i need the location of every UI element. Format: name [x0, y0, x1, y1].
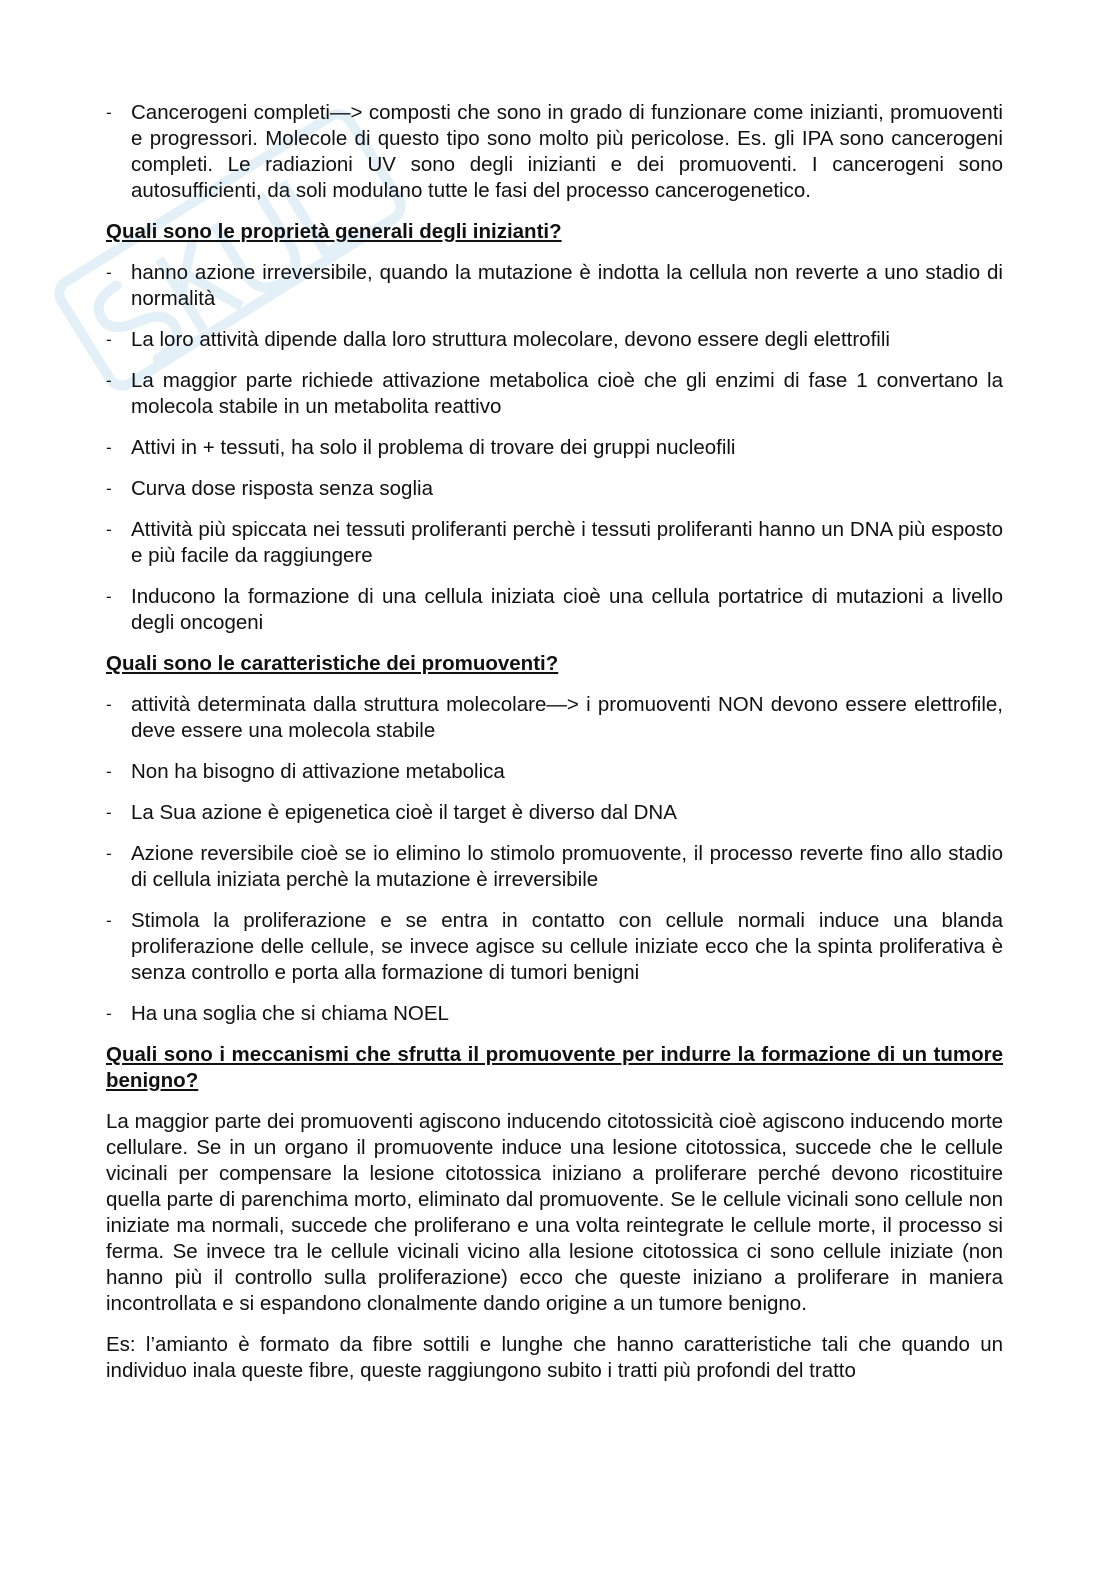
list-dash: - [106, 803, 112, 822]
section3-heading: Quali sono le caratteristiche dei promuoventi? [106, 652, 559, 675]
paragraph: Es: l’amianto è formato da fibre sottili e lunghe che hanno caratteristiche tali che quando un individuo inala queste fibre, queste raggiungono subito i tratti più profondi del tratto [106, 1333, 1003, 1382]
list-dash: - [106, 911, 112, 930]
section1-list [106, 100, 1003, 204]
section2-heading: Quali sono le proprietà generali degli inizianti? [106, 220, 562, 243]
list-item-text: La Sua azione è epigenetica cioè il target è diverso dal DNA [131, 801, 677, 824]
list-item-text: Inducono la formazione di una cellula iniziata cioè una cellula portatrice di mutazioni a livello degli oncogeni [131, 585, 1003, 634]
list-item-text: Cancerogeni completi—> composti che sono in grado di funzionare come inizianti, promuoventi e progressori. Molecole di questo tipo sono molto più pericolose. Es. gli IPA sono cancerogeni completi. Le radiazioni UV sono degli inizianti e dei promuoventi. I cancerogeni sono autosufficienti, da soli modulano tutte le fasi del processo cancerogenetico. [131, 101, 1003, 202]
list-item-text: La maggior parte richiede attivazione metabolica cioè che gli enzimi di fase 1 convertano la molecola stabile in un metabolita reattivo [131, 369, 1003, 418]
paragraph: La maggior parte dei promuoventi agiscono inducendo citotossicità cioè agiscono inducendo morte cellulare. Se in un organo il promuovente induce una lesione citotossica, succede che le cellule vicinali per compensare la lesione citotossica iniziano a proliferare perché devono ricostituire quella parte di parenchima morto, eliminato dal promuovente. Se le cellule vicinali sono cellule non iniziate ma normali, succede che proliferano e una volta reintegrate le cellule morte, il processo si ferma. Se invece tra le cellule vicinali vicino alla lesione citotossica ci sono cellule iniziate (non hanno più il controllo sulla proliferazione) ecco che queste iniziano a proliferare in maniera incontrollata e si espandono clonalmente dando origine a un tumore benigno. [106, 1110, 1003, 1315]
list-item [106, 584, 1003, 636]
section3-list [106, 692, 1003, 1027]
list-dash: - [106, 479, 112, 498]
list-item-text: Attività più spiccata nei tessuti proliferanti perchè i tessuti proliferanti hanno un DNA più esposto e più facile da raggiungere [131, 518, 1003, 567]
list-item [106, 517, 1003, 569]
list-dash: - [106, 438, 112, 457]
list-item-text: Non ha bisogno di attivazione metabolica [131, 760, 505, 783]
list-item-text: hanno azione irreversibile, quando la mutazione è indotta la cellula non reverte a uno stadio di normalità [131, 261, 1003, 310]
list-item-text: Curva dose risposta senza soglia [131, 477, 433, 500]
list-item [106, 759, 1003, 785]
list-dash: - [106, 844, 112, 863]
list-dash: - [106, 587, 112, 606]
list-dash: - [106, 762, 112, 781]
list-item-text: La loro attività dipende dalla loro struttura molecolare, devono essere degli elettrofili [131, 328, 890, 351]
list-item-text: Stimola la proliferazione e se entra in contatto con cellule normali induce una blanda proliferazione delle cellule, se invece agisce su cellule iniziate ecco che la spinta proliferativa è senza controllo e porta alla formazione di tumori benigni [131, 909, 1003, 984]
list-item-text: attività determinata dalla struttura molecolare—> i promuoventi NON devono essere elettrofile, deve essere una molecola stabile [131, 693, 1003, 742]
section4-heading: Quali sono i meccanismi che sfrutta il promuovente per indurre la formazione di un tumore benigno? [106, 1043, 1003, 1092]
list-item [106, 692, 1003, 744]
list-item [106, 908, 1003, 986]
list-dash: - [106, 371, 112, 390]
list-item [106, 800, 1003, 826]
list-item [106, 260, 1003, 312]
list-item [106, 368, 1003, 420]
list-dash: - [106, 1004, 112, 1023]
list-item [106, 435, 1003, 461]
list-dash: - [106, 330, 112, 349]
list-item-text: Ha una soglia che si chiama NOEL [131, 1002, 449, 1025]
list-dash: - [106, 520, 112, 539]
document-page [106, 100, 1003, 1399]
list-item [106, 327, 1003, 353]
list-item-text: Azione reversibile cioè se io elimino lo stimolo promuovente, il processo reverte fino allo stadio di cellula iniziata perchè la mutazione è irreversibile [131, 842, 1003, 891]
list-dash: - [106, 103, 112, 122]
list-dash: - [106, 263, 112, 282]
list-item [106, 100, 1003, 204]
list-item [106, 1001, 1003, 1027]
list-dash: - [106, 695, 112, 714]
section2-list [106, 260, 1003, 636]
list-item-text: Attivi in + tessuti, ha solo il problema di trovare dei gruppi nucleofili [131, 436, 736, 459]
list-item [106, 841, 1003, 893]
list-item [106, 476, 1003, 502]
